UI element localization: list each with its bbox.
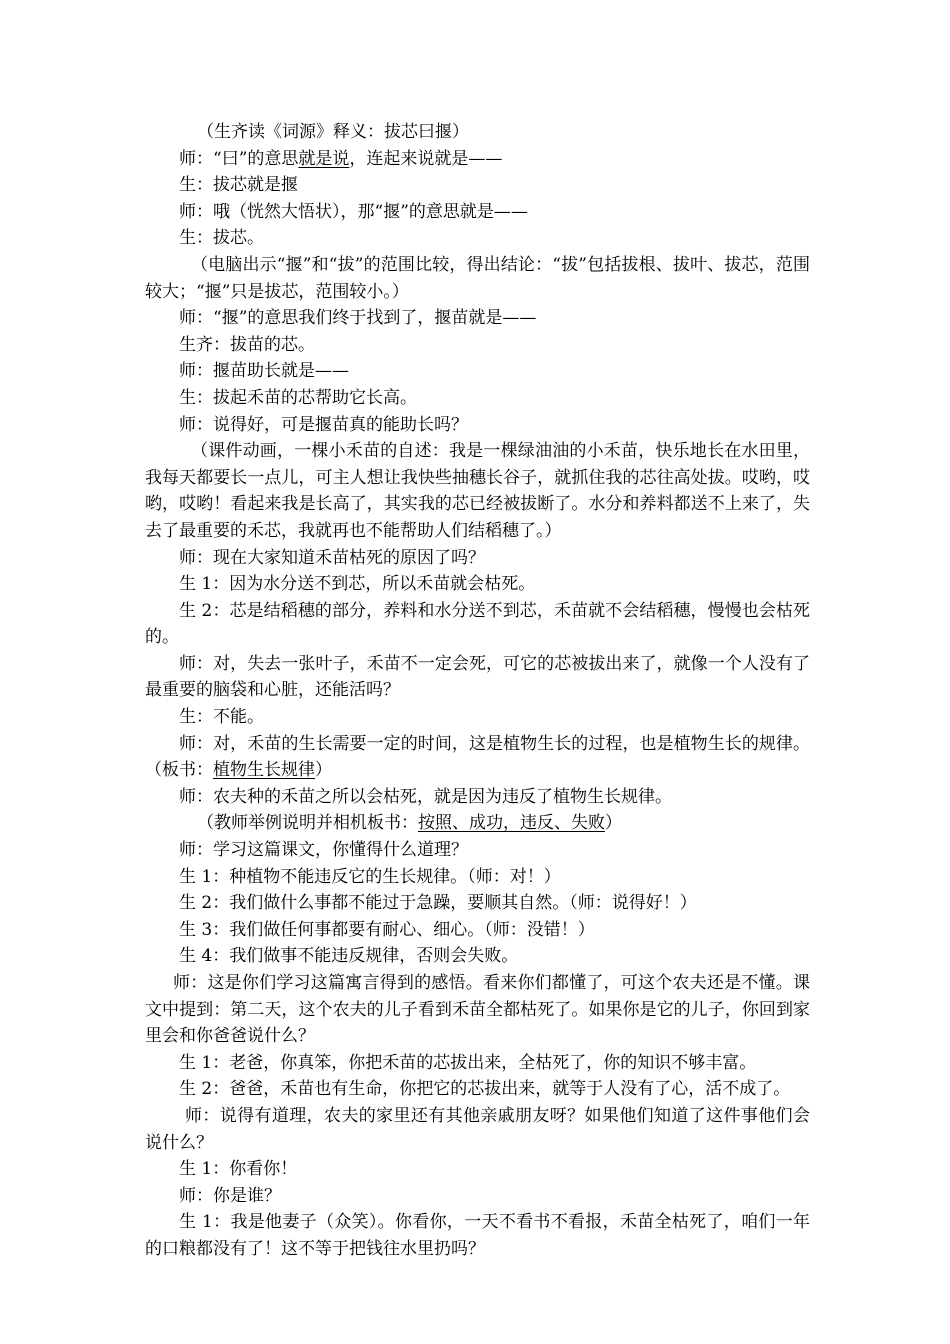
paragraph: 生齐：拔苗的芯。 (179, 334, 315, 355)
paragraph: 师：现在大家知道禾苗枯死的原因了吗？ (179, 547, 485, 568)
paragraph: （生齐读《词源》释义：拔芯曰揠） (197, 122, 469, 142)
underlined-text: 按照、成功，违反、失败 (418, 813, 605, 834)
paragraph: 生 2：芯是结稻穗的部分，养料和水分送不到芯，禾苗就不会结稻穗，慢慢也会枯死的。 (145, 600, 810, 648)
paragraph: 师：这是你们学习这篇寓言得到的感悟。看来你们都懂了，可这个农夫还是不懂。课文中提到：第二天，这个农夫的儿子看到禾苗全都枯死了。如果你是它的儿子，你回到家里会和你爸爸说什么？ (145, 973, 810, 1047)
paragraph: 生 1：我是他妻子（众笑）。你看你，一天不看书不看报，禾苗全枯死了，咱们一年的口粮都没有了！这不等于把钱往水里扔吗？ (145, 1212, 810, 1259)
paragraph: 生 4：我们做事不能违反规律，否则会失败。 (179, 946, 519, 967)
paragraph: 生 2：我们做什么事都不能过于急躁，要顺其自然。（师：说得好！） (179, 893, 697, 914)
paragraph: 师：学习这篇课文，你懂得什么道理？ (179, 840, 468, 861)
paragraph: 生：拔起禾苗的芯帮助它长高。 (179, 387, 417, 408)
paragraph: 生 1：种植物不能违反它的生长规律。（师：对！） (179, 866, 561, 887)
paragraph: （教师举例说明并相机板书：按照、成功，违反、失败） (197, 813, 622, 834)
paragraph: 生：拔芯。 (179, 228, 264, 249)
paragraph: 生 2：爸爸，禾苗也有生命，你把它的芯拔出来，就等于人没有了心，活不成了。 (179, 1079, 791, 1100)
underlined-text: 就是说 (298, 148, 350, 169)
paragraph: 师：对，失去一张叶子，禾苗不一定会死，可它的芯被拔出来了，就像一个人没有了最重要的脑袋和心脏，还能活吗？ (145, 653, 810, 701)
paragraph: （电脑出示“揠”和“拔”的范围比较，得出结论：“拔”包括拔根、拔叶、拔芯，范围较大；“揠”只是拔芯，范围较小。） (145, 254, 810, 302)
paragraph: 师：揠苗助长就是—— (179, 361, 349, 382)
paragraph: （课件动画，一棵小禾苗的自述：我是一棵绿油油的小禾苗，快乐地长在水田里，我每天都要长一点儿，可主人想让我快些抽穗长谷子，就抓住我的芯往高处拔。哎哟，哎哟，哎哟！看起来我是长高了，其实我的芯已经被拔断了。水分和养料都送不上来了，失去了最重要的禾芯，我就再也不能帮助人们结稻穗了。） (145, 441, 810, 541)
paragraph: 生 3：我们做任何事都要有耐心、细心。（师：没错！） (179, 919, 595, 940)
paragraph: 生：不能。 (179, 707, 264, 728)
document-body (145, 119, 810, 1263)
paragraph: 师：农夫种的禾苗之所以会枯死，就是因为违反了植物生长规律。 (179, 786, 672, 807)
paragraph: 生：拔芯就是揠 (179, 175, 298, 196)
paragraph: 生 1：因为水分送不到芯，所以禾苗就会枯死。 (179, 574, 536, 595)
paragraph: 师：哦（恍然大悟状），那“揠”的意思就是—— (179, 201, 528, 222)
paragraph: 师：“揠”的意思我们终于找到了，揠苗就是—— (179, 308, 537, 329)
underlined-text: 植物生长规律 (213, 760, 315, 781)
paragraph: 生 1：老爸，你真笨，你把禾苗的芯拔出来，全枯死了，你的知识不够丰富。 (179, 1052, 757, 1073)
paragraph: 师：你是谁？ (179, 1185, 281, 1206)
paragraph: 师：“曰”的意思就是说，连起来说就是—— (179, 148, 503, 169)
paragraph: 师：对，禾苗的生长需要一定的时间，这是植物生长的过程，也是植物生长的规律。（板书：植物生长规律） (145, 733, 810, 781)
paragraph: 师：说得有道理，农夫的家里还有其他亲戚朋友呀？如果他们知道了这件事他们会说什么？ (145, 1105, 810, 1153)
paragraph: 师：说得好，可是揠苗真的能助长吗？ (179, 414, 468, 435)
paragraph: 生 1：你看你！ (179, 1159, 298, 1180)
